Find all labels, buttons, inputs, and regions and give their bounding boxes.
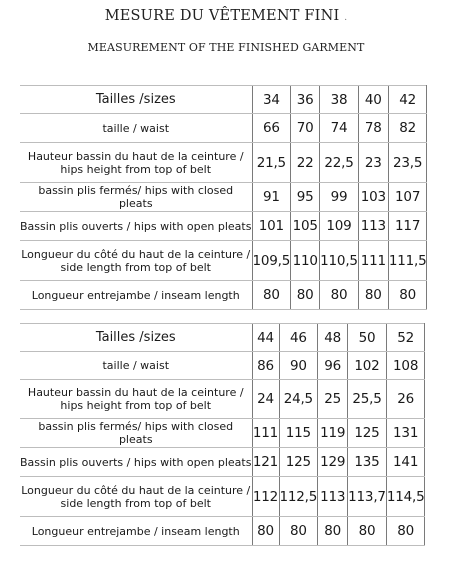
row-label: Bassin plis ouverts / hips with open pleats [20, 212, 252, 241]
table-row [20, 352, 425, 380]
measure-value: 119 [318, 419, 348, 448]
row-label: taille / waist [20, 352, 252, 380]
measure-value: 135 [348, 448, 387, 477]
measure-value: 22,5 [320, 143, 359, 183]
measure-value: 80 [388, 281, 427, 310]
table-row [20, 517, 425, 546]
measure-value: 24,5 [279, 380, 318, 419]
row-label: Tailles /sizes [20, 86, 252, 114]
measure-value: 80 [318, 517, 348, 546]
table-row [20, 86, 427, 114]
table-row [20, 143, 427, 183]
table-row [20, 114, 427, 143]
measure-value: 91 [252, 183, 291, 212]
measure-value: 102 [348, 352, 387, 380]
measure-value: 111,5 [388, 241, 427, 281]
measure-value: 110,5 [320, 241, 359, 281]
size-value: 36 [291, 86, 320, 114]
measure-value: 95 [291, 183, 320, 212]
size-value: 46 [279, 324, 318, 352]
measure-value: 109 [320, 212, 359, 241]
measure-value: 26 [386, 380, 425, 419]
page-title-en: MEASUREMENT OF THE FINISHED GARMENT [87, 41, 365, 54]
measure-value: 80 [291, 281, 320, 310]
measure-value: 114,5 [386, 477, 425, 517]
table-row [20, 380, 425, 419]
page-title-fr-dot: . [344, 13, 348, 23]
measure-value: 112,5 [279, 477, 318, 517]
measure-value: 66 [252, 114, 291, 143]
measure-value: 113 [318, 477, 348, 517]
measure-value: 125 [279, 448, 318, 477]
measure-value: 115 [279, 419, 318, 448]
measure-value: 113 [358, 212, 388, 241]
measure-value: 125 [348, 419, 387, 448]
measure-value: 80 [348, 517, 387, 546]
row-label: bassin plis fermés/ hips with closed pleats [20, 419, 252, 448]
measure-value: 105 [291, 212, 320, 241]
measure-value: 111 [358, 241, 388, 281]
measure-value: 113,7 [348, 477, 387, 517]
measure-value: 70 [291, 114, 320, 143]
table-row [20, 419, 425, 448]
measure-value: 101 [252, 212, 291, 241]
row-label: Hauteur bassin du haut de la ceinture / hips height from top of belt [20, 380, 252, 419]
measure-value: 90 [279, 352, 318, 380]
row-label: Hauteur bassin du haut de la ceinture / hips height from top of belt [20, 143, 252, 183]
size-table-2 [20, 323, 425, 546]
measure-value: 82 [388, 114, 427, 143]
row-label: Tailles /sizes [20, 324, 252, 352]
measure-value: 121 [252, 448, 279, 477]
row-label: Longueur du côté du haut de la ceinture / side length from top of belt [20, 241, 252, 281]
measure-value: 103 [358, 183, 388, 212]
measure-value: 80 [358, 281, 388, 310]
row-label: Bassin plis ouverts / hips with open pleats [20, 448, 252, 477]
measure-value: 129 [318, 448, 348, 477]
measure-value: 117 [388, 212, 427, 241]
table-row [20, 324, 425, 352]
measure-value: 96 [318, 352, 348, 380]
measure-value: 80 [252, 281, 291, 310]
table-row [20, 183, 427, 212]
measure-value: 78 [358, 114, 388, 143]
measure-value: 141 [386, 448, 425, 477]
table-row [20, 212, 427, 241]
row-label: Longueur entrejambe / inseam length [20, 517, 252, 546]
measure-value: 109,5 [252, 241, 291, 281]
measure-value: 80 [279, 517, 318, 546]
measure-value: 112 [252, 477, 279, 517]
measure-value: 24 [252, 380, 279, 419]
row-label: Longueur du côté du haut de la ceinture / side length from top of belt [20, 477, 252, 517]
row-label: taille / waist [20, 114, 252, 143]
measure-value: 25 [318, 380, 348, 419]
measure-value: 21,5 [252, 143, 291, 183]
measure-value: 22 [291, 143, 320, 183]
measure-value: 86 [252, 352, 279, 380]
measure-value: 80 [252, 517, 279, 546]
page-title-fr [0, 8, 452, 24]
page-title-fr-text: MESURE DU VÊTEMENT FINI [104, 8, 340, 24]
measure-value: 23,5 [388, 143, 427, 183]
measure-value: 131 [386, 419, 425, 448]
table-row [20, 448, 425, 477]
measure-value: 25,5 [348, 380, 387, 419]
size-table-1 [20, 85, 427, 310]
table-row [20, 281, 427, 310]
measure-value: 80 [320, 281, 359, 310]
measure-value: 74 [320, 114, 359, 143]
table-row [20, 477, 425, 517]
size-value: 44 [252, 324, 279, 352]
measure-value: 111 [252, 419, 279, 448]
size-value: 38 [320, 86, 359, 114]
measure-value: 107 [388, 183, 427, 212]
table-row [20, 241, 427, 281]
measure-value: 23 [358, 143, 388, 183]
row-label: bassin plis fermés/ hips with closed pleats [20, 183, 252, 212]
measure-value: 110 [291, 241, 320, 281]
size-value: 52 [386, 324, 425, 352]
row-label: Longueur entrejambe / inseam length [20, 281, 252, 310]
size-value: 50 [348, 324, 387, 352]
size-value: 34 [252, 86, 291, 114]
measure-value: 80 [386, 517, 425, 546]
measure-value: 108 [386, 352, 425, 380]
size-value: 40 [358, 86, 388, 114]
size-value: 42 [388, 86, 427, 114]
size-value: 48 [318, 324, 348, 352]
measure-value: 99 [320, 183, 359, 212]
